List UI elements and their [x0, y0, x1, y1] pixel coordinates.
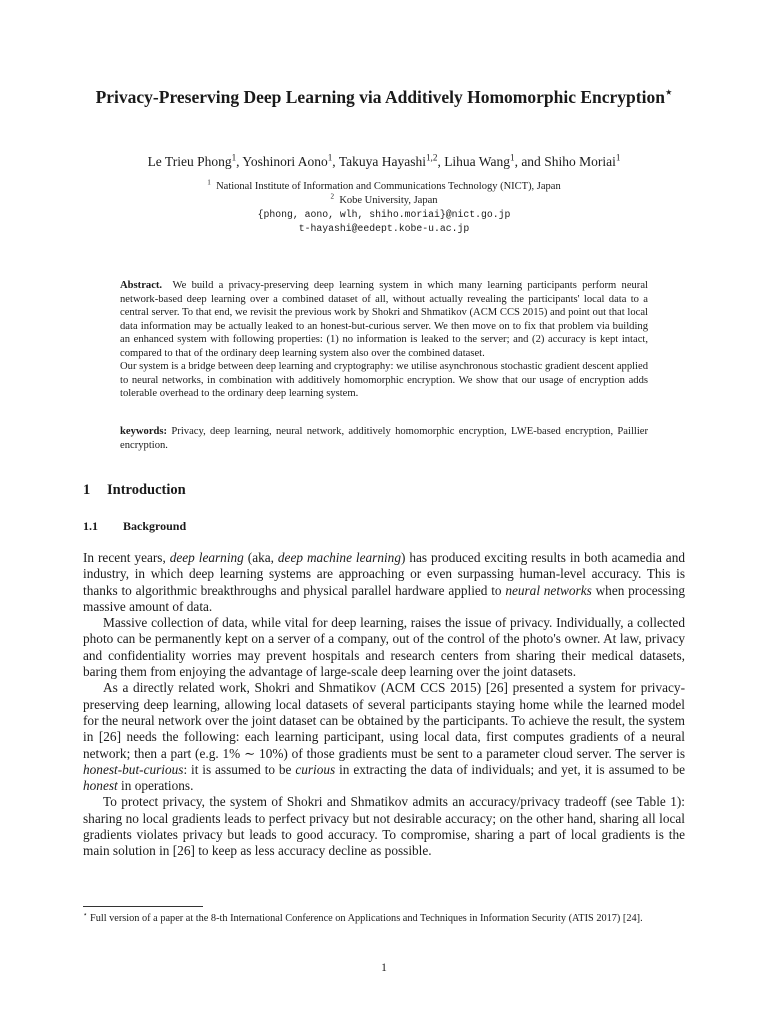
affiliation-2: $^2$ Kobe University, Japan: [330, 192, 438, 206]
title-footnote-mark: ⋆: [664, 85, 673, 100]
email-kobe: t-hayashi@eedept.kobe-u.ac.jp: [298, 223, 470, 234]
keywords: [120, 425, 648, 452]
emphasis: honest-but-curious: [83, 761, 184, 777]
body-paragraph-2: [83, 615, 685, 680]
affiliation-1: $^1$ National Institute of Information and Communications Technology (NICT), Japan: [207, 178, 561, 192]
section-number: 1: [83, 482, 91, 498]
body-paragraph-4: [83, 794, 685, 859]
body-paragraph-1: [83, 550, 685, 615]
abstract-label: Abstract.: [120, 280, 163, 291]
author-name: Takuya Hayashi: [338, 154, 426, 169]
author-affiliation-mark: 1,2: [425, 152, 438, 163]
body-text: [83, 550, 685, 860]
author-affiliation-mark: 1: [327, 152, 333, 163]
author-affiliation-mark: 1: [615, 152, 621, 163]
paper-title: Privacy-Preserving Deep Learning via Additively Homomorphic Encryption⋆: [95, 85, 673, 107]
text-run: Massive collection of data, while vital for deep learning, raises the issue of privacy. Individually, a collected photo can be permanently kept on a server of a company, out of the control of the photo's owner. At law, privacy and confidentiality worries may prevent hospitals and research centers from sharing their medical datasets, baring them from enjoying the advantage of large-scale deep learning over the joint datasets.: [83, 615, 685, 680]
text-run: when processing massive amount of data.: [83, 582, 685, 614]
author-affiliation-mark: 1: [231, 152, 237, 163]
text-run: As a directly related work, Shokri and Shmatikov (ACM CCS 2015) [26] presented a system for privacy-preserving deep learning, allowing local datasets of several participants staying home while the learned model for the neural network over the joint dataset can be obtained by the participants. To achieve the result, the system in [26] needs the following: each learning participant, using local data, first computes gradients of a neural network; then a part (e.g. 1% ∼ 10%) of those gradients must be sent to a parameter cloud server. The server is: [83, 680, 685, 761]
author-list: [60, 153, 708, 171]
keywords-text: Privacy, deep learning, neural network, additively homomorphic encryption, LWE-based encryption, Paillier encryption.: [120, 426, 649, 451]
section-heading: [83, 482, 186, 499]
affiliations: [60, 180, 708, 236]
author-name: Yoshinori Aono: [242, 154, 328, 169]
emphasis: neural networks: [505, 582, 592, 598]
body-paragraph-3: [83, 680, 685, 794]
keywords-label: keywords:: [120, 426, 168, 437]
author-separator: , and: [514, 154, 545, 169]
text-run: ) has produced exciting results in both acamedia and industry, in which deep learning systems are approaching or even surpassing human-level accuracy. This is thanks to algorithmic breakthroughs and physical parallel hardware applied to: [83, 550, 685, 598]
author-name: Lihua Wang: [444, 154, 510, 169]
subsection-title: Background: [123, 519, 187, 533]
text-run: In recent years,: [83, 550, 170, 565]
subsection-number: 1.1: [83, 519, 98, 533]
abstract: [120, 279, 648, 401]
abstract-paragraph-2: Our system is a bridge between deep learning and cryptography: we utilise asynchronous stochastic gradient descent applied to neural networks, in combination with additively homomorphic encryption. We show that our usage of encryption adds tolerable overhead to the ordinary deep learning system.: [120, 361, 648, 399]
page-number: 1: [381, 962, 387, 974]
author-name: Le Trieu Phong: [147, 154, 232, 169]
text-run: : it is assumed to be: [183, 761, 296, 777]
section-title: Introduction: [107, 482, 186, 498]
emphasis: deep machine learning: [277, 550, 401, 565]
author-separator: ,: [236, 154, 243, 169]
author-separator: ,: [332, 154, 339, 169]
text-run: (aka,: [243, 550, 278, 565]
text-run: in operations.: [117, 778, 194, 794]
footnote-mark: ⋆: [83, 910, 88, 919]
abstract-paragraph-1: Abstract. We build a privacy-preserving deep learning system in which many learning participants perform neural network-based deep learning over a combined dataset of all, without actually revealing the participants' local data to a central server. To that end, we revisit the previous work by Shokri and Shmatikov (ACM CCS 2015) and point out that local data information may be actually leaked to an honest-but-curious server. We then move on to fix that problem via building an enhanced system with following properties: (1) no information is leaked to the server; and (2) accuracy is kept intact, compared to that of the ordinary deep learning system also over the combined dataset.: [120, 280, 648, 359]
footnote: [83, 912, 685, 925]
author-affiliation-mark: 1: [509, 152, 515, 163]
author-name: Shiho Moriai: [544, 154, 616, 169]
text-run: To protect privacy, the system of Shokri and Shmatikov admits an accuracy/privacy tradeoff (see Table 1): sharing no local gradients leads to perfect privacy but not desirable accuracy; on the other hand, sharing all local gradients violates privacy but leads to good accuracy. To compromise, sharing a part of local gradients is the main solution in [26] to keep as less accuracy decline as possible.: [83, 794, 685, 859]
emphasis: curious: [295, 761, 336, 777]
text-run: in extracting the data of individuals; and yet, it is assumed to be: [335, 761, 685, 777]
email-nict: {phong, aono, wlh, shiho.moriai}@nict.go.jp: [257, 209, 511, 220]
author-separator: ,: [437, 154, 445, 169]
subsection-heading: [83, 519, 186, 534]
emphasis: honest: [83, 778, 118, 794]
footnote-rule: [83, 906, 203, 907]
emphasis: deep learning: [169, 550, 244, 565]
footnote-text: Full version of a paper at the 8-th International Conference on Applications and Techniques in Information Security (ATIS 2017) [24].: [89, 913, 643, 924]
